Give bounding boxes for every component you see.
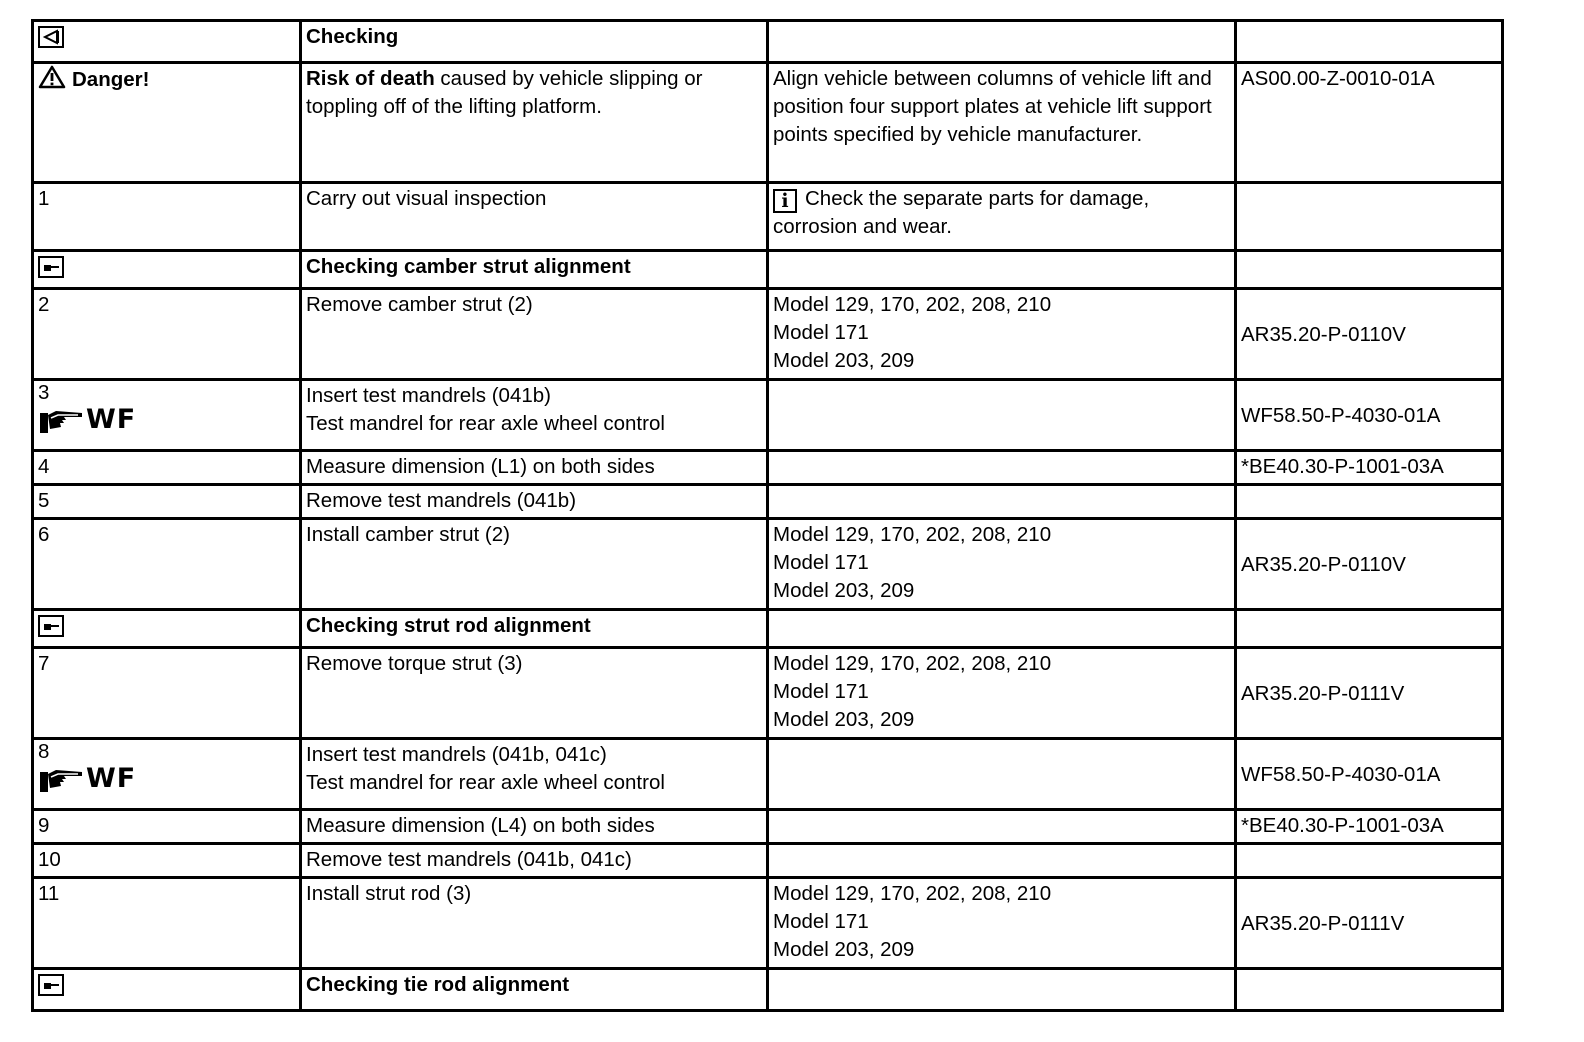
step-text: Insert test mandrels (041b) — [306, 384, 551, 407]
step-text-cell — [301, 739, 768, 810]
danger-text-cell — [301, 63, 768, 183]
workshop-note-mark — [38, 405, 295, 437]
model-line: Model 129, 170, 202, 208, 210 — [773, 523, 1052, 546]
empty-cell — [768, 251, 1236, 289]
step-number: 10 — [33, 844, 301, 878]
empty-cell — [1236, 21, 1503, 63]
back-triangle-icon — [38, 26, 64, 48]
hand-pointer-box-icon — [38, 256, 64, 278]
model-line: Model 129, 170, 202, 208, 210 — [773, 652, 1052, 675]
table-row — [33, 380, 1503, 451]
empty-cell — [1236, 485, 1503, 519]
reference-link[interactable]: *BE40.30-P-1001-03A — [1236, 451, 1503, 485]
danger-text: caused by vehicle slipping or toppling off of the lifting platform. — [306, 67, 703, 118]
empty-cell — [768, 610, 1236, 648]
row-icon-cell — [33, 610, 301, 648]
step-text: Install camber strut (2) — [301, 519, 768, 610]
model-list — [768, 878, 1236, 969]
model-line: Model 171 — [773, 551, 869, 574]
step-text: Remove test mandrels (041b) — [301, 485, 768, 519]
table-row — [33, 844, 1503, 878]
step-number: 4 — [33, 451, 301, 485]
table-row — [33, 810, 1503, 844]
model-line: Model 129, 170, 202, 208, 210 — [773, 882, 1052, 905]
step-text: Remove camber strut (2) — [301, 289, 768, 380]
danger-instruction: Align vehicle between columns of vehicle lift and position four support plates at vehicle lift support points specified by vehicle manufacturer. — [768, 63, 1236, 183]
model-line: Model 171 — [773, 321, 869, 344]
empty-cell — [768, 810, 1236, 844]
model-line: Model 203, 209 — [773, 938, 915, 961]
empty-cell — [1236, 251, 1503, 289]
step-number: 7 — [33, 648, 301, 739]
reference-link[interactable]: WF58.50-P-4030-01A — [1236, 380, 1503, 451]
reference-link[interactable]: AR35.20-P-0111V — [1236, 648, 1503, 739]
reference-link[interactable]: AS00.00-Z-0010-01A — [1236, 63, 1503, 183]
step-number: 5 — [33, 485, 301, 519]
note-text: Check the separate parts for damage, corrosion and wear. — [773, 187, 1150, 238]
hand-pointer-icon — [38, 405, 84, 435]
section-title: Checking tie rod alignment — [301, 969, 768, 1011]
step-number: 1 — [33, 183, 301, 251]
step-number: 11 — [33, 878, 301, 969]
step-text: Carry out visual inspection — [301, 183, 768, 251]
table-row — [33, 21, 1503, 63]
hand-pointer-icon — [38, 764, 84, 794]
step-text: Remove test mandrels (041b, 041c) — [301, 844, 768, 878]
model-list — [768, 289, 1236, 380]
reference-link[interactable]: WF58.50-P-4030-01A — [1236, 739, 1503, 810]
step-number: 9 — [33, 810, 301, 844]
table-row — [33, 610, 1503, 648]
section-title: Checking strut rod alignment — [301, 610, 768, 648]
row-icon-cell — [33, 251, 301, 289]
empty-cell — [1236, 844, 1503, 878]
hand-pointer-box-icon — [38, 974, 64, 996]
warning-triangle-icon — [38, 65, 66, 97]
danger-label: Danger! — [72, 68, 150, 91]
table-row — [33, 485, 1503, 519]
step-number: 8 — [38, 740, 50, 763]
empty-cell — [768, 451, 1236, 485]
table-row — [33, 878, 1503, 969]
table-row — [33, 289, 1503, 380]
model-line: Model 203, 209 — [773, 579, 915, 602]
section-title: Checking — [301, 21, 768, 63]
step-number: 2 — [33, 289, 301, 380]
reference-link[interactable]: AR35.20-P-0110V — [1236, 519, 1503, 610]
step-text: Measure dimension (L4) on both sides — [301, 810, 768, 844]
model-list — [768, 519, 1236, 610]
step-number-cell — [33, 739, 301, 810]
section-title: Checking camber strut alignment — [301, 251, 768, 289]
table-row — [33, 183, 1503, 251]
empty-cell — [768, 739, 1236, 810]
note-cell — [768, 183, 1236, 251]
empty-cell — [768, 380, 1236, 451]
step-text: Insert test mandrels (041b, 041c) — [306, 743, 607, 766]
row-icon-cell — [33, 21, 301, 63]
empty-cell — [768, 844, 1236, 878]
empty-cell — [768, 485, 1236, 519]
workshop-note-mark — [38, 764, 295, 796]
table-row — [33, 251, 1503, 289]
model-line: Model 171 — [773, 680, 869, 703]
table-row — [33, 63, 1503, 183]
work-steps-table — [31, 19, 1504, 1012]
step-text: Remove torque strut (3) — [301, 648, 768, 739]
table-row — [33, 451, 1503, 485]
empty-cell — [768, 969, 1236, 1011]
table-row — [33, 739, 1503, 810]
danger-title: Risk of death — [306, 67, 435, 90]
model-line: Model 129, 170, 202, 208, 210 — [773, 293, 1052, 316]
model-line: Model 203, 209 — [773, 708, 915, 731]
model-line: Model 203, 209 — [773, 349, 915, 372]
step-number-cell — [33, 380, 301, 451]
reference-link[interactable]: AR35.20-P-0110V — [1236, 289, 1503, 380]
empty-cell — [1236, 610, 1503, 648]
wf-label: WF — [86, 404, 137, 435]
model-list — [768, 648, 1236, 739]
step-text: Measure dimension (L1) on both sides — [301, 451, 768, 485]
step-subtext: Test mandrel for rear axle wheel control — [306, 412, 665, 435]
model-line: Model 171 — [773, 910, 869, 933]
empty-cell — [768, 21, 1236, 63]
reference-link[interactable]: AR35.20-P-0111V — [1236, 878, 1503, 969]
step-number: 3 — [38, 381, 50, 404]
wf-label: WF — [86, 763, 137, 794]
hand-pointer-box-icon — [38, 615, 64, 637]
table-row — [33, 648, 1503, 739]
table-row — [33, 519, 1503, 610]
reference-link[interactable]: *BE40.30-P-1001-03A — [1236, 810, 1503, 844]
step-subtext: Test mandrel for rear axle wheel control — [306, 771, 665, 794]
step-number: 6 — [33, 519, 301, 610]
step-text: Install strut rod (3) — [301, 878, 768, 969]
empty-cell — [1236, 969, 1503, 1011]
info-icon: i — [773, 189, 797, 213]
table-row — [33, 969, 1503, 1011]
empty-cell — [1236, 183, 1503, 251]
step-text-cell — [301, 380, 768, 451]
row-icon-cell — [33, 969, 301, 1011]
danger-label-cell — [33, 63, 301, 183]
